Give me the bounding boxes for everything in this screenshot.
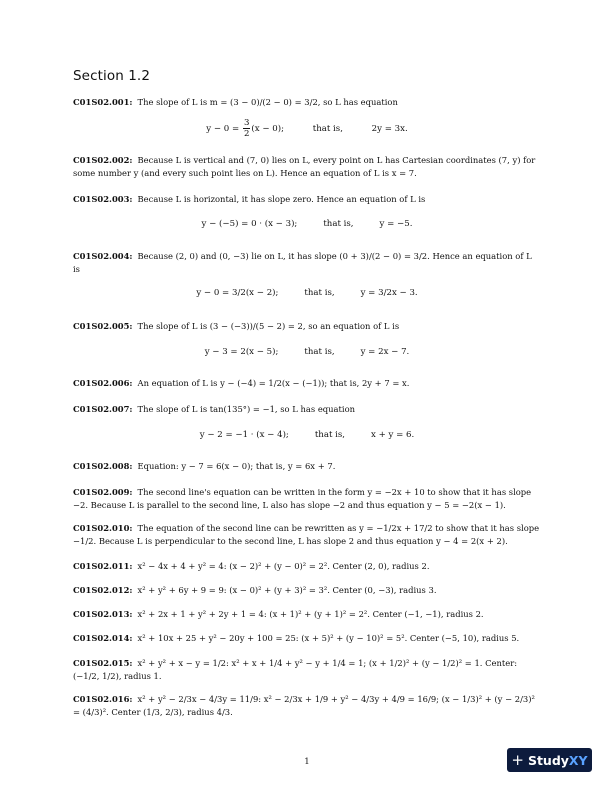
display-equation-007: y − 2 = −1 · (x − 4); that is, x + y = 6. <box>199 430 415 440</box>
problem-014: C01S02.014: x² + 10x + 25 + y² − 20y + 100 = 25: (x + 5)² + (y − 10)² = 5². Center (−5, 10), radius 5. <box>73 633 520 643</box>
problem-010: C01S02.010: The equation of the second line can be rewritten as y = −1/2x + 17/2 to show that it has slope −1/2. Because L is perpendicular to the second line, L has slope 2 and thus equation y − 4 = 2(x + 2). <box>73 523 540 546</box>
problem-016: C01S02.016: x² + y² − 2/3x − 4/3y = 11/9: x² − 2/3x + 1/9 + y² − 4/3y + 4/9 = 16/9; (x − 1/3)² + (y − 2/3)² = (4/3)². Center (1/3, 2/3), radius 4/3. <box>73 694 535 717</box>
section-title: Section 1.2 <box>73 68 151 84</box>
problem-006: C01S02.006: An equation of L is y − (−4) = 1/2(x − (−1)); that is, 2y + 7 = x. <box>73 378 410 388</box>
problem-005: C01S02.005: The slope of L is (3 − (−3))/(5 − 2) = 2, so an equation of L is <box>73 321 400 331</box>
problem-015: C01S02.015: x² + y² + x − y = 1/2: x² + x + 1/4 + y² − y + 1/4 = 1; (x + 1/2)² + (y − 1/2)² = 1. Center: (−1/2, 1/2), radius 1. <box>73 658 518 681</box>
problem-002: C01S02.002: Because L is vertical and (7, 0) lies on L, every point on L has Cartesian coordinates (7, y) for some number y (and every such point lies on L). Hence an equation of L is x = 7. <box>73 155 536 178</box>
page-number: 1 <box>304 757 310 767</box>
problem-id: C01S02.001: <box>73 97 133 107</box>
problem-013: C01S02.013: x² + 2x + 1 + y² + 2y + 1 = 4: (x + 1)² + (y + 1)² = 2². Center (−1, −1), radius 2. <box>73 609 484 619</box>
problem-text: The slope of L is m = (3 − 0)/(2 − 0) = 3/2, so L has equation <box>137 97 398 107</box>
display-equation-003: y − (−5) = 0 · (x − 3); that is, y = −5. <box>201 219 413 229</box>
problem-001 <box>73 96 541 109</box>
plus-icon: + <box>511 751 524 769</box>
problem-008: C01S02.008: Equation: y − 7 = 6(x − 0); that is, y = 6x + 7. <box>73 461 336 471</box>
display-equation-004: y − 0 = 3/2(x − 2); that is, y = 3/2x − 3. <box>196 288 418 298</box>
studyxy-logo[interactable]: + Study XY <box>507 748 592 772</box>
problem-003: C01S02.003: Because L is horizontal, it has slope zero. Hence an equation of L is <box>73 194 426 204</box>
display-equation-001: y − 0 = $\frac{3}{2}$ (x − 0); that is, 2y = 3x. <box>206 118 408 139</box>
problem-004: C01S02.004: Because (2, 0) and (0, −3) lie on L, it has slope (0 + 3)/(2 − 0) = 3/2. Hence an equation of L is <box>73 251 532 274</box>
problem-009: C01S02.009: The second line's equation can be written in the form y = −2x + 10 to show that it has slope −2. Because L is parallel to the second line, L also has slope −2 and thus equation y − 5 = −2(x − 1). <box>73 487 532 510</box>
display-equation-005: y − 3 = 2(x − 5); that is, y = 2x − 7. <box>204 347 410 357</box>
problem-012: C01S02.012: x² + y² + 6y + 9 = 9: (x − 0)² + (y + 3)² = 3². Center (0, −3), radius 3. <box>73 585 437 595</box>
problem-007: C01S02.007: The slope of L is tan(135°) = −1, so L has equation <box>73 404 356 414</box>
problem-011: C01S02.011: x² − 4x + 4 + y² = 4: (x − 2)² + (y − 0)² = 2². Center (2, 0), radius 2. <box>73 561 430 571</box>
